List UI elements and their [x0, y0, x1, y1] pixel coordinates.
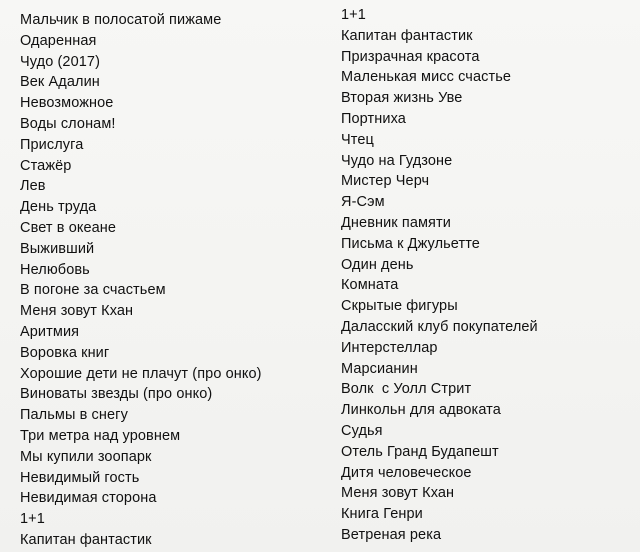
left-movie-column: [20, 10, 262, 551]
movie-title: Книга Генри: [341, 506, 423, 523]
movie-title: Меня зовут Кхан: [20, 303, 134, 320]
movie-title: Я-Сэм: [341, 194, 385, 211]
movie-title: В погоне за счастьем: [20, 282, 166, 299]
movie-title: Чудо (2017): [20, 53, 101, 70]
movie-title: Аритмия: [20, 323, 80, 340]
movie-title: Прислуга: [20, 136, 84, 153]
movie-title: Чудо на Гудзоне: [341, 152, 453, 169]
movie-title: Волк с Уолл Стрит: [341, 381, 472, 398]
movie-title: Стажёр: [20, 157, 72, 174]
movie-title: Ветреная река: [341, 526, 442, 543]
movie-title: Марсианин: [341, 360, 418, 377]
movie-title: Призрачная красота: [341, 48, 480, 65]
movie-title: Нелюбовь: [20, 261, 90, 278]
movie-title: Скрытые фигуры: [341, 298, 458, 315]
movie-title: Письма к Джульетте: [341, 235, 480, 252]
movie-title: Выживший: [20, 240, 95, 257]
movie-title: Невидимая сторона: [20, 490, 157, 507]
movie-title: Дитя человеческое: [341, 464, 472, 481]
movie-title: Интерстеллар: [341, 339, 438, 356]
right-movie-column: [341, 5, 538, 546]
movie-title: Отель Гранд Будапешт: [341, 443, 499, 460]
movie-title: Дневник памяти: [341, 214, 451, 231]
movie-title: Три метра над уровнем: [20, 427, 181, 444]
movie-title: 1+1: [20, 511, 45, 528]
movie-title: Пальмы в снегу: [20, 407, 128, 424]
movie-title: Линкольн для адвоката: [341, 402, 501, 419]
movie-title: Невидимый гость: [20, 469, 140, 486]
movie-title: День труда: [20, 199, 97, 216]
movie-title: Лев: [20, 178, 46, 195]
movie-title: Хорошие дети не плачут (про онко): [20, 365, 262, 382]
movie-title: Маленькая мисс счастье: [341, 69, 512, 86]
movie-title: Чтец: [341, 131, 374, 148]
movie-title: Комната: [341, 277, 399, 294]
movie-title: Воровка книг: [20, 344, 110, 361]
movie-title: Даласский клуб покупателей: [341, 318, 538, 335]
movie-title: Вторая жизнь Уве: [341, 90, 463, 107]
movie-title: Мистер Черч: [341, 173, 430, 190]
movie-title: Виноваты звезды (про онко): [20, 386, 213, 403]
movie-title: Воды слонам!: [20, 115, 116, 132]
movie-title: Портниха: [341, 110, 406, 127]
movie-title: Век Адалин: [20, 74, 100, 91]
movie-title: Мальчик в полосатой пижаме: [20, 12, 222, 28]
movie-title: Один день: [341, 256, 414, 273]
movie-title: Одаренная: [20, 32, 97, 49]
movie-title: Меня зовут Кхан: [341, 485, 455, 502]
movie-title: Капитан фантастик: [20, 531, 152, 548]
movie-title: Мы купили зоопарк: [20, 448, 152, 465]
movie-title: Капитан фантастик: [341, 27, 473, 44]
movie-title: Судья: [341, 422, 383, 439]
movie-title: Свет в океане: [20, 219, 117, 236]
movie-title: Невозможное: [20, 95, 114, 112]
movie-title: 1+1: [341, 7, 366, 23]
